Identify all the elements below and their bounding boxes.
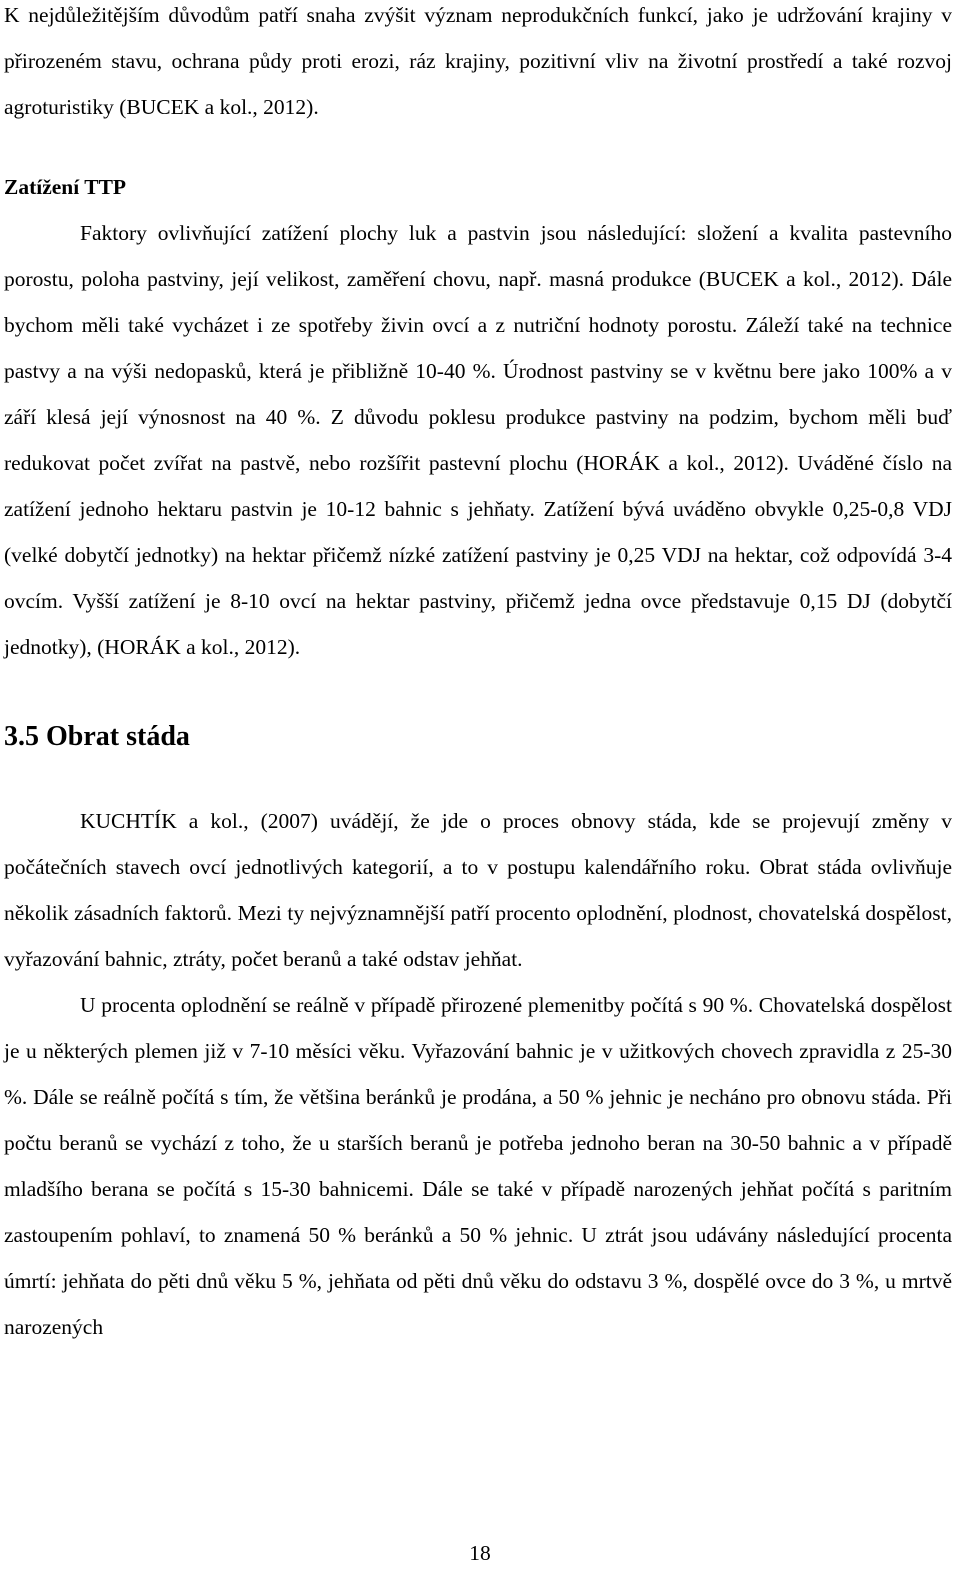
subheading-zatizeni-ttp: Zatížení TTP (4, 175, 127, 199)
page-number: 18 (469, 1541, 491, 1565)
section-heading-obrat-stada: 3.5 Obrat stáda (4, 721, 190, 752)
intro-paragraph: K nejdůležitějším důvodům patří snaha zvýšit význam neprodukčních funkcí, jako je udržování krajiny v přirozeném stavu, ochrana půdy proti erozi, ráz krajiny, pozitivní vliv na životní prostředí a také rozvoj agroturistiky (BUCEK a kol., 2012). (4, 3, 952, 119)
zatizeni-paragraph: Faktory ovlivňující zatížení plochy luk a pastvin jsou následující: složení a kvalita pastevního porostu, poloha pastviny, její velikost, zaměření chovu, např. masná produkce (BUCEK a kol., 2012). Dále bychom měli také vycházet i ze spotřeby živin ovcí a z nutriční hodnoty porostu. Záleží také na technice pastvy a na výši nedopasků, která je přibližně 10-40 %. Úrodnost pastviny se v květnu bere jako 100% a v září klesá její výnosnost na 40 %. Z důvodu poklesu produkce pastviny na podzim, bychom měli buď redukovat počet zvířat na pastvě, nebo rozšířit pastevní plochu (HORÁK a kol., 2012). Uváděné číslo na zatížení jednoho hektaru pastvin je 10-12 bahnic s jehňaty. Zatížení bývá uváděno obvykle 0,25-0,8 VDJ (velké dobytčí jednotky) na hektar přičemž nízké zatížení pastviny je 0,25 VDJ na hektar, což odpovídá 3-4 ovcím. Vyšší zatížení je 8-10 ovcí na hektar pastviny, přičemž jedna ovce představuje 0,15 DJ (dobytčí jednotky), (HORÁK a kol., 2012). (4, 221, 952, 659)
obrat-paragraph-2: U procenta oplodnění se reálně v případě přirozené plemenitby počítá s 90 %. Chovatelská dospělost je u některých plemen již v 7-10 měsíci věku. Vyřazování bahnic je v užitkových chovech zpravidla z 25-30 %. Dále se reálně počítá s tím, že většina beránků je prodána, a 50 % jehnic je necháno pro obnovu stáda. Při počtu beranů se vychází z toho, že u starších beranů je potřeba jednoho beran na 30-50 bahnic a v případě mladšího berana se počítá s 15-30 bahnicemi. Dále se také v případě narozených jehňat počítá s paritním zastoupením pohlaví, to znamená 50 % beránků a 50 % jehnic. U ztrát jsou udávány následující procenta úmrtí: jehňata do pěti dnů věku 5 %, jehňata od pěti dnů věku do odstavu 3 %, dospělé ovce do 3 %, u mrtvě narozených (4, 993, 952, 1339)
document-page (4, 0, 952, 1350)
obrat-paragraph-1: KUCHTÍK a kol., (2007) uvádějí, že jde o proces obnovy stáda, kde se projevují změny v počátečních stavech ovcí jednotlivých kategorií, a to v postupu kalendářního roku. Obrat stáda ovlivňuje několik zásadních faktorů. Mezi ty nejvýznamnější patří procento oplodnění, plodnost, chovatelská dospělost, vyřazování bahnic, ztráty, počet beranů a také odstav jehňat. (4, 809, 952, 971)
